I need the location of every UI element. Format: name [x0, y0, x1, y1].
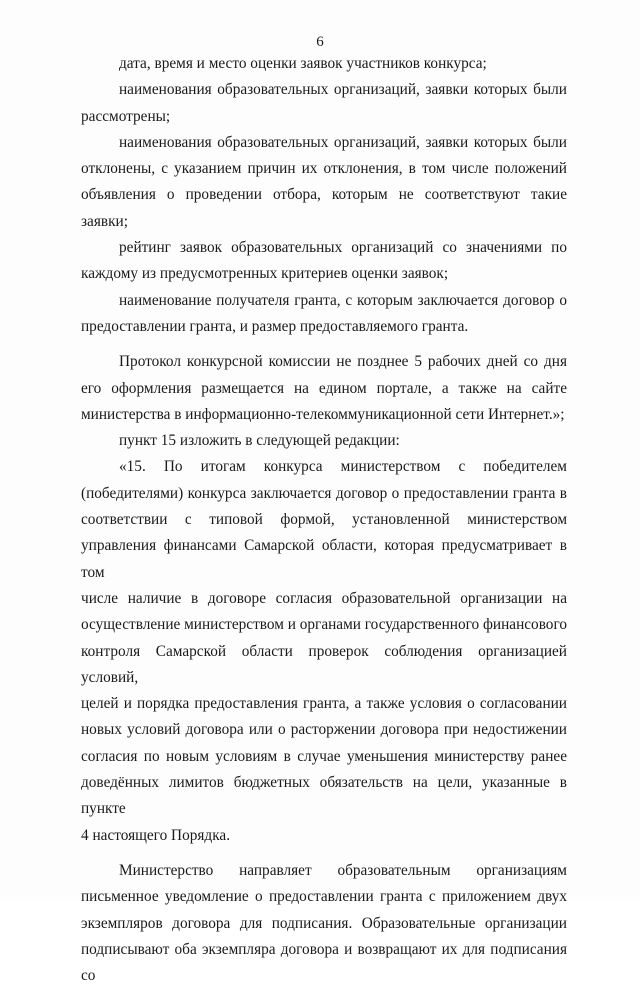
paragraph-line: дата, время и место оценки заявок участников конкурса; — [119, 55, 487, 72]
paragraph-line: согласия по новым условиям в случае уменьшения министерству ранее — [81, 747, 567, 765]
paragraph-line: наименования образовательных организаций, заявки которых были — [119, 81, 567, 99]
paragraph-line: экземпляров договора для подписания. Образовательные организации — [81, 914, 567, 932]
paragraph-line: каждому из предусмотренных критериев оценки заявок; — [81, 265, 449, 283]
paragraph-line: 4 настоящего Порядка. — [81, 826, 231, 844]
paragraph-line: числе наличие в договоре согласия образовательной организации на — [81, 589, 567, 607]
paragraph-line: наименование получателя гранта, с которым заключается договор о — [119, 291, 567, 309]
paragraph-line: управления финансами Самарской области, которая предусматривает в том — [81, 537, 567, 581]
paragraph-line: рассмотрены; — [81, 107, 171, 125]
paragraph-line: подписывают оба экземпляра договора и возвращают их для подписания со — [81, 940, 567, 985]
paragraph-line: «15. По итогам конкурса министерством с победителем — [119, 458, 567, 476]
paragraph-line: соответствии с типовой формой, установленной министерством — [81, 511, 567, 529]
paragraph-line: объявления о проведении отбора, которым не соответствуют такие заявки; — [81, 186, 567, 230]
document-body — [81, 51, 567, 989]
paragraph-line: министерства в информационно-телекоммуникационной сети Интернет.»; — [81, 405, 565, 423]
page-number: 6 — [316, 34, 324, 50]
paragraph-line: осуществление министерством и органами государственного финансового — [81, 616, 567, 634]
paragraph-line: (победителями) конкурса заключается договор о предоставлении гранта в — [81, 484, 567, 502]
paragraph-line: рейтинг заявок образовательных организаций со значениями по — [119, 239, 567, 257]
paragraph-line: письменное уведомление о предоставлении гранта с приложением двух — [81, 888, 567, 906]
paragraph-line: доведённых лимитов бюджетных обязательств на цели, указанные в пункте — [81, 774, 567, 818]
paragraph-line: отклонены, с указанием причин их отклонения, в том числе положений — [81, 160, 567, 178]
paragraph-line: пункт 15 изложить в следующей редакции: — [119, 432, 400, 450]
paragraph-line: целей и порядка предоставления гранта, а также условия о согласовании — [81, 695, 567, 713]
paragraph-line: контроля Самарской области проверок соблюдения организацией условий, — [81, 642, 567, 686]
paragraph-line: Протокол конкурсной комиссии не позднее 5 рабочих дней со дня — [119, 353, 567, 371]
paragraph-line: его оформления размещается на едином портале, а также на сайте — [81, 379, 567, 397]
paragraph-line: новых условий договора или о расторжении договора при недостижении — [81, 721, 567, 739]
paragraph-line: Министерство направляет образовательным организациям — [119, 861, 567, 879]
paragraph-line: предоставлении гранта, и размер предоставляемого гранта. — [81, 317, 469, 335]
paragraph-line: наименования образовательных организаций, заявки которых были — [119, 133, 567, 151]
